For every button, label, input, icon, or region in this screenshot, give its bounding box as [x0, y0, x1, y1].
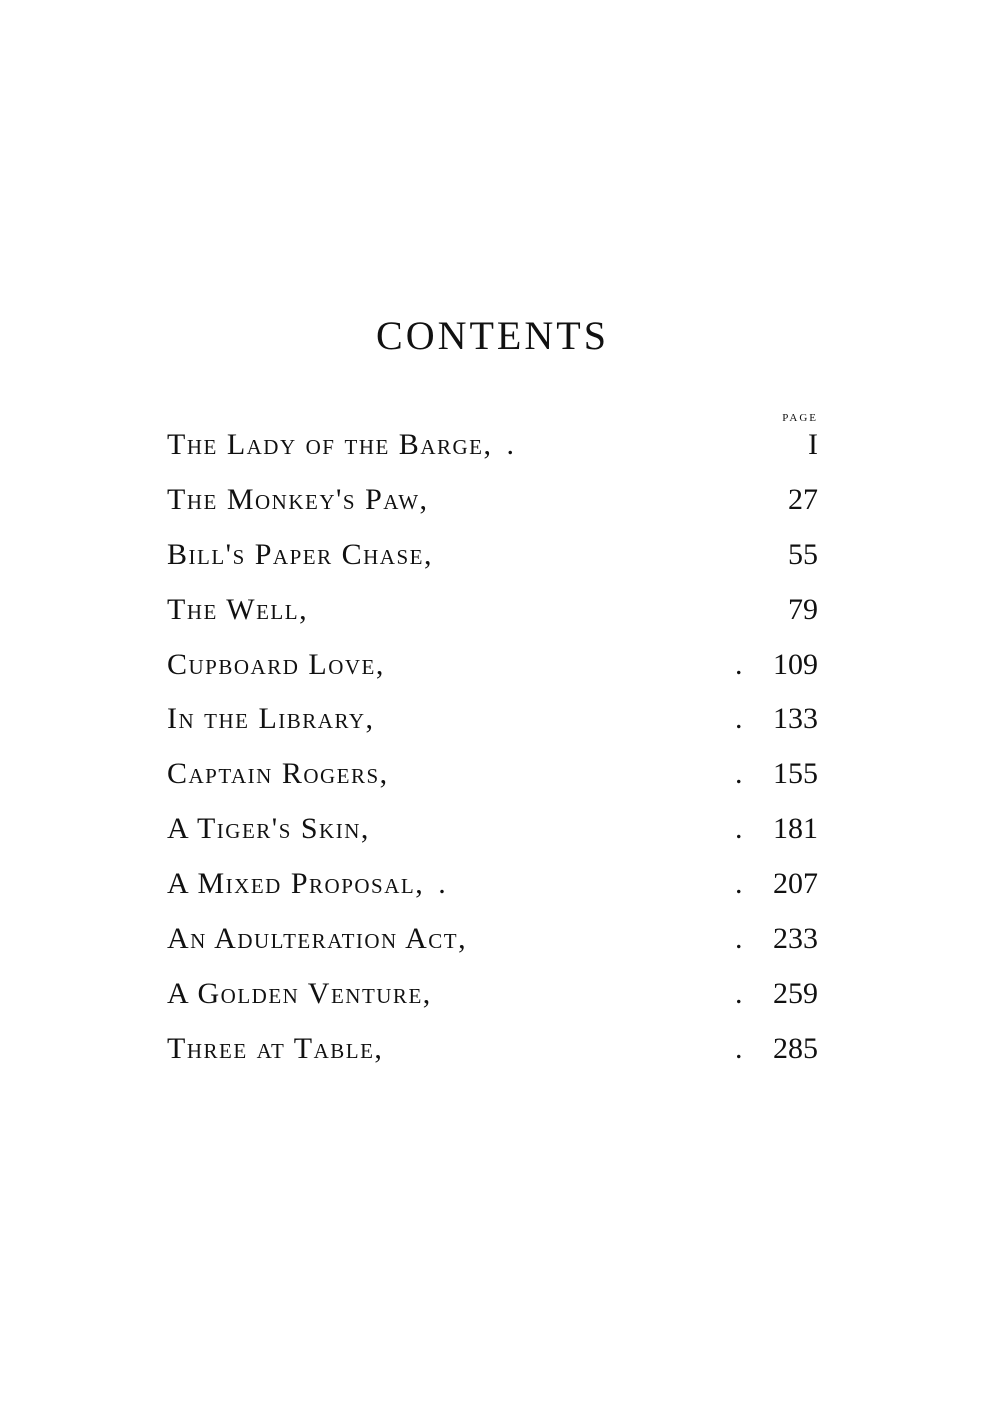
- page-column-header: PAGE: [782, 412, 818, 424]
- toc-entry: [167, 593, 818, 648]
- entry-page-number: 55: [788, 537, 818, 571]
- entry-title: [167, 702, 389, 736]
- entry-page-number: 233: [773, 922, 818, 956]
- entry-title: [167, 648, 399, 682]
- toc-entry: [167, 648, 818, 703]
- leader-dots: .: [735, 702, 743, 736]
- entry-title: [167, 812, 384, 846]
- toc-entry: [167, 922, 818, 977]
- entry-title-text: A Tiger's Skin,: [167, 812, 370, 846]
- entry-page-number: I: [808, 428, 818, 461]
- entry-page-number: 79: [788, 592, 818, 626]
- entry-page-number: 285: [773, 1031, 818, 1065]
- entry-title: [167, 922, 481, 956]
- page-title: CONTENTS: [376, 313, 609, 358]
- entry-page-number: 133: [773, 702, 818, 736]
- toc-entry: [167, 1032, 818, 1087]
- entry-title-text: In the Library,: [167, 702, 375, 736]
- entry-title-text: Cupboard Love,: [167, 647, 385, 681]
- entry-page-number: 155: [773, 757, 818, 791]
- entry-title-text: An Adulteration Act,: [167, 922, 468, 956]
- toc-entry: [167, 812, 818, 867]
- entry-title-text: A Mixed Proposal,: [167, 867, 425, 901]
- title-leader-dots: .: [506, 428, 516, 461]
- leader-dots: .: [735, 647, 743, 681]
- entry-page-number: 109: [773, 647, 818, 681]
- title-leader-dots: .: [438, 867, 448, 901]
- entry-title: [167, 538, 447, 572]
- entry-title: [167, 977, 446, 1011]
- entry-title: [167, 483, 443, 517]
- leader-dots: .: [735, 976, 743, 1010]
- entry-page-number: 181: [773, 812, 818, 846]
- entry-title: [167, 1032, 397, 1066]
- entry-page-number: 27: [788, 482, 818, 516]
- entry-page-number: 259: [773, 976, 818, 1010]
- entry-title: [167, 867, 447, 901]
- entry-title: [167, 428, 515, 462]
- leader-dots: .: [735, 757, 743, 791]
- leader-dots: .: [735, 812, 743, 846]
- entry-title-text: The Well,: [167, 592, 309, 626]
- toc-entry: [167, 702, 818, 757]
- entry-page-number: 207: [773, 867, 818, 901]
- toc-entry: [167, 757, 818, 812]
- entry-title-text: Three at Table,: [167, 1031, 384, 1065]
- toc-entry: [167, 538, 818, 593]
- table-of-contents: [167, 428, 818, 1087]
- entry-title-text: The Lady of the Barge,: [167, 428, 493, 461]
- leader-dots: .: [735, 867, 743, 901]
- entry-title-text: The Monkey's Paw,: [167, 482, 429, 516]
- entry-title-text: A Golden Venture,: [167, 976, 432, 1010]
- entry-title-text: Captain Rogers,: [167, 757, 389, 791]
- toc-entry: [167, 428, 818, 483]
- toc-entry: [167, 977, 818, 1032]
- entry-title-text: Bill's Paper Chase,: [167, 537, 433, 571]
- leader-dots: .: [735, 922, 743, 956]
- leader-dots: .: [735, 1031, 743, 1065]
- toc-entry: [167, 483, 818, 538]
- entry-title: [167, 757, 403, 791]
- toc-entry: [167, 867, 818, 922]
- entry-title: [167, 593, 322, 627]
